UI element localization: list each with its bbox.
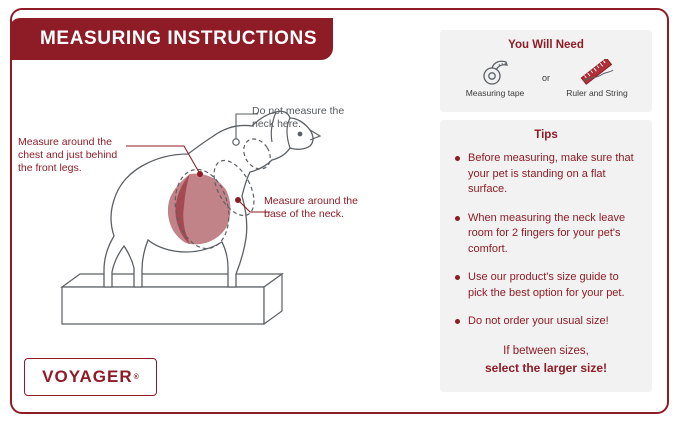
chest-callout-dot [197, 171, 203, 177]
need-item-tape [452, 59, 538, 98]
tips-footer-line2: select the larger size! [484, 360, 608, 375]
you-will-need-title: You Will Need [508, 39, 584, 51]
page-title: MEASURING INSTRUCTIONS [40, 28, 318, 49]
page-title-banner [10, 18, 333, 60]
list-item: When measuring the neck leave room for 2 fingers for your pet's comfort. [454, 211, 638, 258]
you-will-need-items [440, 59, 652, 98]
neck-base-callout-dot [235, 197, 241, 203]
voyager-logo-text: VOYAGER [42, 367, 133, 386]
tips-title: Tips [534, 129, 558, 141]
need-separator: or [541, 73, 550, 83]
need-item-tape-label: Measuring tape [465, 88, 525, 98]
tips-panel [440, 120, 652, 392]
list-item: Before measuring, make sure that your pet is standing on a flat surface. [454, 151, 638, 198]
voyager-logo [24, 358, 157, 396]
neck-top-callout-dot [233, 139, 239, 145]
list-item: Do not order your usual size! [454, 314, 638, 330]
annotation-neck-base: Measure around the base of the neck. [264, 195, 358, 220]
annotation-chest: Measure around the chest and just behind the front legs. [18, 136, 118, 174]
platform-shape [62, 274, 282, 324]
annotation-neck-top: Do not measure the neck here. [252, 105, 345, 130]
tips-footer-line1: If between sizes, [503, 344, 589, 357]
need-item-ruler-label: Ruler and String [566, 88, 628, 98]
you-will-need-panel [440, 30, 652, 112]
tips-footer [440, 343, 652, 377]
tips-list [440, 151, 652, 330]
need-item-ruler [554, 59, 640, 98]
ruler-string-icon [554, 59, 640, 85]
measuring-tape-icon [452, 59, 538, 85]
dog-measuring-illustration [14, 62, 434, 352]
registered-mark: ® [133, 373, 139, 381]
list-item: Use our product's size guide to pick the best option for your pet. [454, 270, 638, 301]
